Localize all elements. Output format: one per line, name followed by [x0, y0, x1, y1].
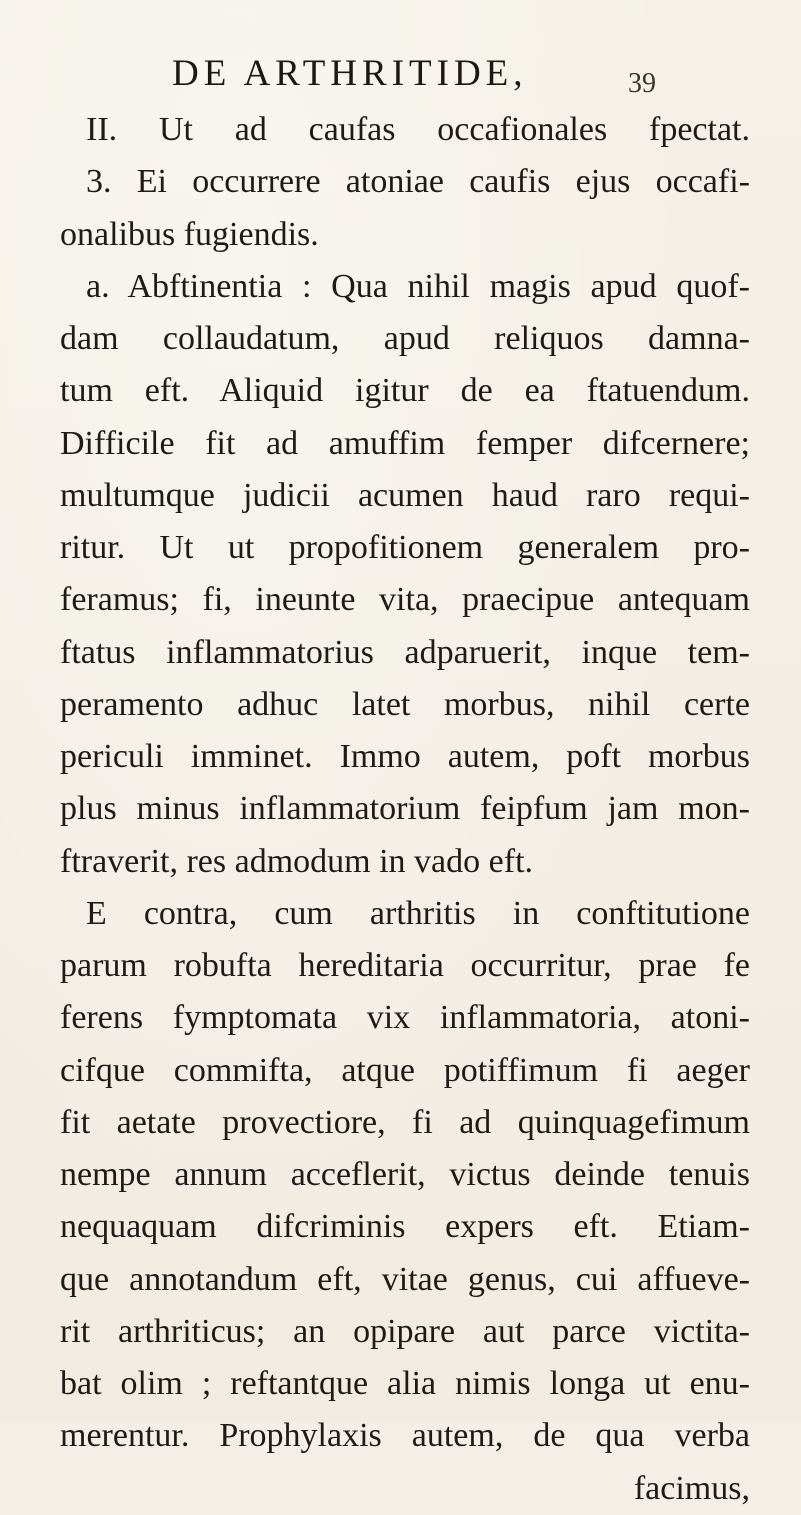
text-line: bat olim ; reftantque alia nimis longa ut enu-	[60, 1365, 750, 1402]
text-line: facimus,	[633, 1469, 750, 1507]
text-line: rit arthriticus; an opipare aut parce victita-	[60, 1312, 750, 1350]
running-head: DE ARTHRITIDE,	[172, 53, 528, 94]
text-line: nempe annum acceflerit, victus deinde tenuis	[60, 1156, 750, 1193]
text-line: E contra, cum arthritis in conftitutione	[86, 894, 750, 932]
text-line: dam collaudatum, apud reliquos damna-	[60, 320, 750, 357]
page-header	[0, 52, 801, 99]
text-line: tum eft. Aliquid igitur de ea ftatuendum.	[60, 372, 750, 410]
text-line: ftatus inflammatorius adparuerit, inque tem-	[60, 633, 750, 671]
text-line: que annotandum eft, vitae genus, cui affueve-	[60, 1260, 750, 1298]
text-line: 3. Ei occurrere atoniae caufis ejus occafi-	[86, 163, 750, 201]
text-line: plus minus inflammatorium feipfum jam mon-	[60, 790, 750, 828]
text-line: feramus; fi, ineunte vita, praecipue antequam	[60, 581, 750, 619]
text-line: Difficile fit ad amuffim femper difcernere;	[60, 424, 750, 462]
text-line: ftraverit, res admodum in vado eft.	[60, 842, 534, 880]
body-text	[60, 104, 750, 1515]
text-line: ferens fymptomata vix inflammatoria, atoni-	[60, 999, 750, 1037]
page-number: 39	[628, 68, 656, 99]
text-line: ritur. Ut ut propofitionem generalem pro-	[60, 529, 750, 566]
text-line: nequaquam difcriminis expers eft. Etiam-	[60, 1208, 750, 1246]
text-line: merentur. Prophylaxis autem, de qua verba	[60, 1417, 750, 1455]
text-line: peramento adhuc latet morbus, nihil certe	[60, 685, 750, 723]
text-line: parum robufta hereditaria occurritur, prae fe	[60, 947, 750, 984]
text-line: a. Abftinentia : Qua nihil magis apud quof-	[86, 267, 750, 305]
text-line: cifque commifta, atque potiffimum fi aeger	[60, 1051, 750, 1089]
text-line: multumque judicii acumen haud raro requi-	[60, 476, 750, 514]
text-line: fit aetate provectiore, fi ad quinquagefimum	[60, 1103, 750, 1141]
text-line: onalibus fugiendis.	[60, 215, 319, 253]
text-line: periculi imminet. Immo autem, poft morbus	[60, 738, 750, 775]
text-line: II. Ut ad caufas occafionales fpectat.	[86, 111, 750, 148]
